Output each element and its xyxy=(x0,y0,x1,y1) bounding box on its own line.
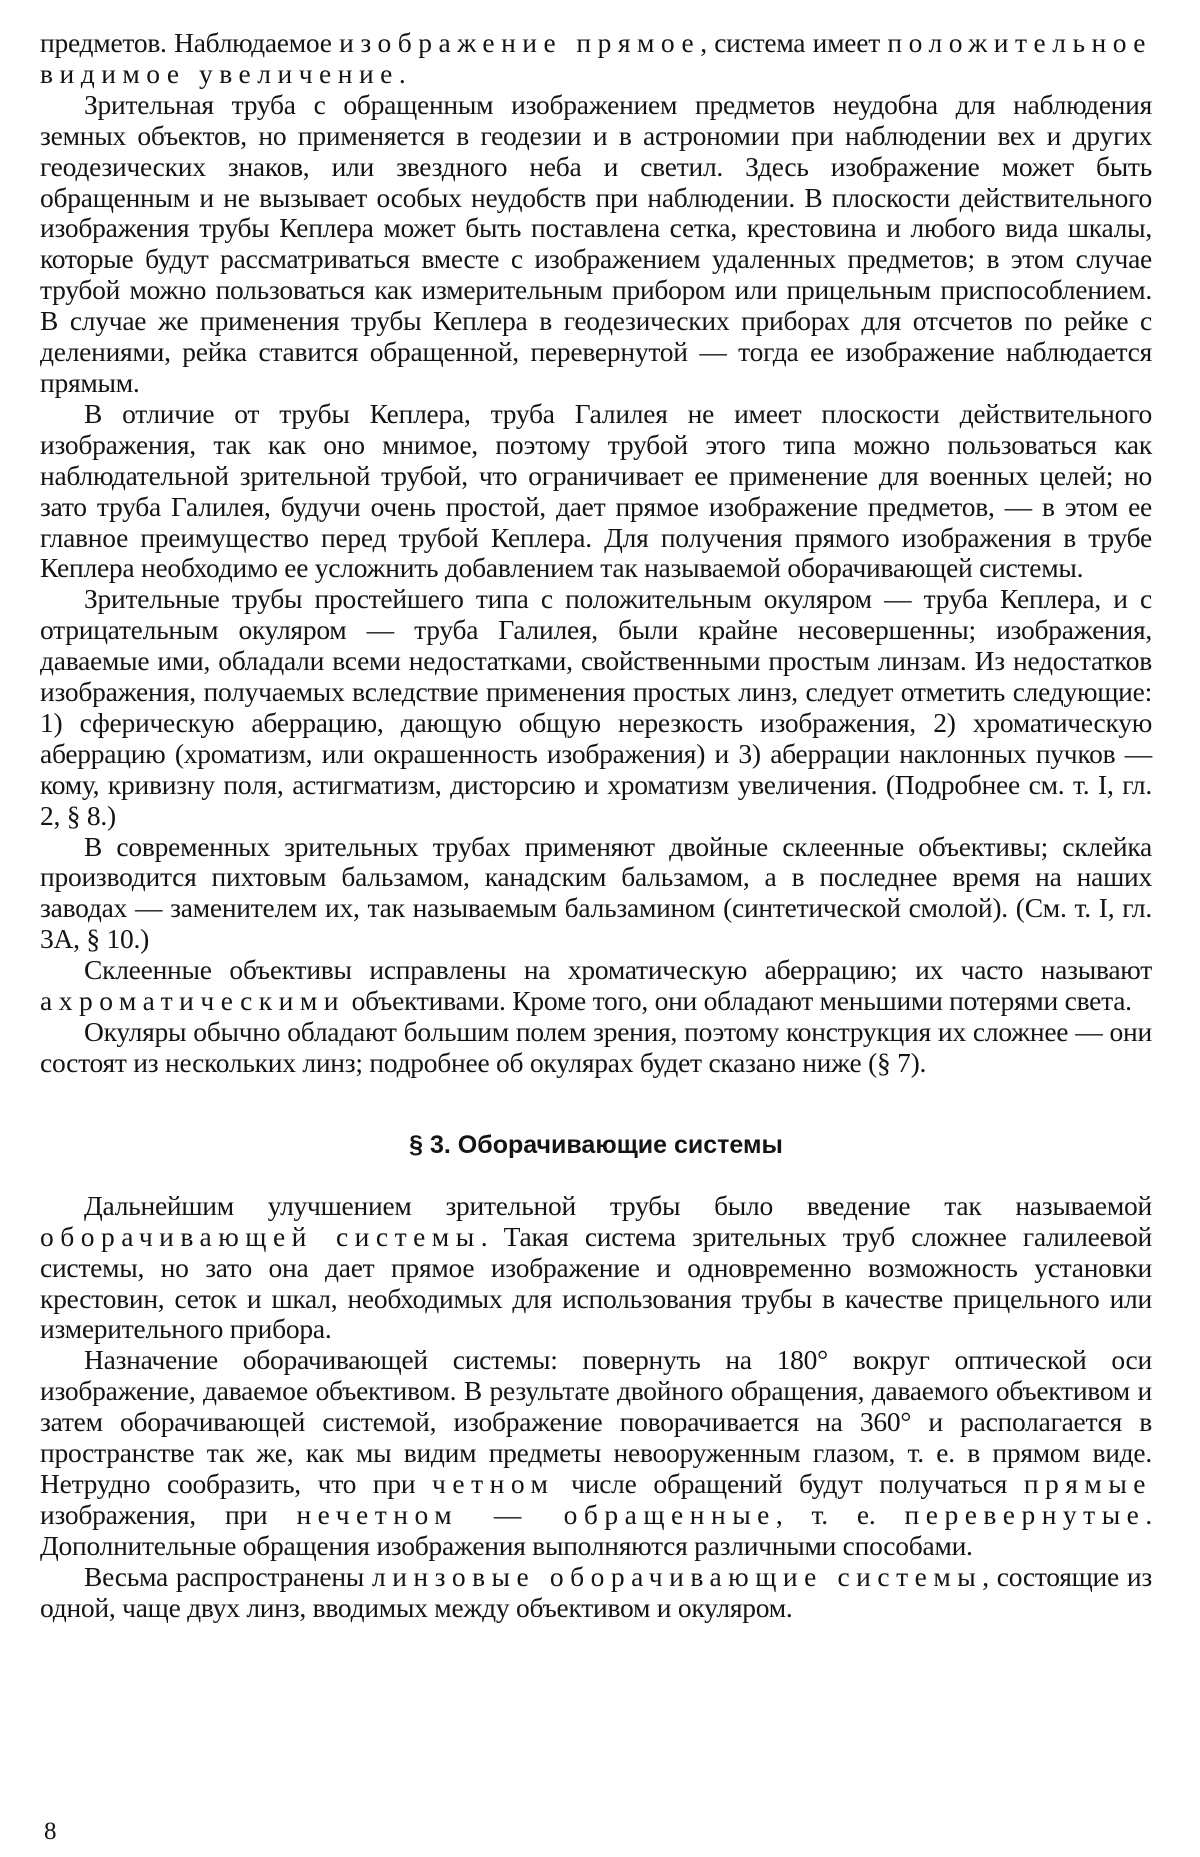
spaced-emphasis: линзовые оборачивающие системы xyxy=(371,1560,983,1592)
paragraph-continued xyxy=(40,28,1152,90)
spaced-emphasis: изображение прямое xyxy=(339,27,701,58)
spaced-emphasis: нечетном — обращенные xyxy=(296,1498,776,1530)
text-run: Весьма распространены xyxy=(84,1560,372,1592)
text-run: предметов. Наблюдаемое xyxy=(40,27,340,58)
paragraph-achromatic-objectives xyxy=(40,955,1152,1017)
paragraph-galilean-tube: В отличие от трубы Кеплера, труба Галилея не имеет плоскости действительного изображения, так как оно мнимое, поэтому трубой этого типа можно пользоваться как наблюдательной зрительной трубой, что ограничивает ее применение для военных целей; но зато труба Галилея, будучи очень простой, дает прямое изображение предметов, — в этом ее главное преимущество перед трубой Кеплера. Для получения прямого изображения в трубе Кеплера необходимо ее усложнить добавлением так называемой оборачивающей системы. xyxy=(40,397,1152,584)
text-run: , т. е. xyxy=(775,1498,905,1530)
spaced-emphasis: прямые xyxy=(1023,1467,1153,1499)
spaced-emphasis: ахроматическими xyxy=(40,985,345,1017)
paragraph-eyepieces: Окуляры обычно обладают большим полем зрения, поэтому конструкция их сложнее — они состоят из нескольких линз; подробнее об окулярах будет сказано ниже (§ 7). xyxy=(40,1016,1152,1078)
paragraph-cemented-objectives: В современных зрительных трубах применяют двойные склеенные объективы; склейка производится пихтовым бальзамом, канадским бальзамом, а в последнее время на наших заводах — заменителем их, так называемым бальзамином (синтетической смолой). (См. т. I, гл. 3А, § 10.) xyxy=(40,830,1152,955)
text-run: . xyxy=(398,57,406,89)
page-number: 8 xyxy=(44,1818,57,1845)
text-run: Дальнейшим улучшением зрительной трубы было введение так называемой xyxy=(84,1189,1152,1221)
text-run: , состоящие из одной, чаще двух линз, вводимых между объективом и окуляром. xyxy=(40,1560,1152,1623)
spaced-emphasis: оборачивающей системы xyxy=(40,1220,481,1252)
text-run: Назначение оборачивающей системы: повернуть на 180° вокруг оптической оси изображение, даваемое объективом. В результате двойного обращения, даваемого объективом и затем оборачивающей системой, изображение поворачивается на 360° и располагается в пространстве так же, как мы видим предметы невооруженным глазом, т. е. в прямом виде. Нетрудно сообразить, что при xyxy=(40,1344,1152,1499)
spaced-emphasis: перевернутые xyxy=(904,1498,1146,1530)
text-run: . Такая система зрительных труб сложнее галилеевой системы, но зато она дает прямое изображение и одновременно возможность установки крестовин, сеток и шкал, необходимых для использования трубы в качестве прицельного или измерительного прибора. xyxy=(40,1220,1152,1345)
spaced-emphasis: положительное видимое увеличение xyxy=(40,27,1152,89)
spaced-emphasis: четном xyxy=(432,1467,555,1499)
text-run: объективами. Кроме того, они обладают меньшими потерями света. xyxy=(345,985,1132,1017)
text-run: изображения, при xyxy=(40,1498,297,1530)
text-run: . Дополнительные обращения изображения выполняются различными способами. xyxy=(40,1498,1152,1561)
document-page xyxy=(40,28,1152,1624)
paragraph-erecting-system xyxy=(40,1191,1152,1346)
text-run: , система имеет xyxy=(700,27,888,58)
text-run: Склеенные объективы исправлены на хроматическую аберрацию; их часто называют xyxy=(84,954,1152,986)
paragraph-simple-lens-defects: Зрительные трубы простейшего типа с положительным окуляром — труба Кеплера, и с отрицательным окуляром — труба Галилея, были крайне несовершенны; изображения, даваемые ими, обладали всеми недостатками, свойственными простым линзам. Из недостатков изображения, получаемых вследствие применения простых линз, следует отметить следующие: 1) сферическую аберрацию, дающую общую нерезкость изображения, 2) хроматическую аберрацию (хроматизм, или окрашенность изображения) и 3) аберрации наклонных пучков — кому, кривизну поля, астигматизм, дисторсию и хроматизм увеличения. (Подробнее см. т. I, гл. 2, § 8.) xyxy=(40,583,1152,831)
paragraph-inverted-image: Зрительная труба с обращенным изображением предметов неудобна для наблюдения земных объектов, но применяется в геодезии и в астрономии при наблюдении вех и других геодезических знаков, или звездного неба и светил. Здесь изображение может быть обращенным и не вызывает особых неудобств при наблюдении. В плоскости действительного изображения трубы Кеплера может быть поставлена сетка, крестовина и любого вида шкалы, которые будут рассматриваться вместе с изображением удаленных предметов; в этом случае трубой можно пользоваться как измерительным прибором или прицельным приспособлением. В случае же применения трубы Кеплера в геодезических приборах для отсчетов по рейке с делениями, рейка ставится обращенной, перевернутой — тогда ее изображение наблюдается прямым. xyxy=(40,88,1152,398)
paragraph-erecting-purpose xyxy=(40,1345,1152,1561)
text-run: числе обращений будут получаться xyxy=(554,1467,1024,1499)
paragraph-lens-erecting-systems xyxy=(40,1562,1152,1624)
section-heading: § 3. Оборачивающие системы xyxy=(409,1130,783,1159)
